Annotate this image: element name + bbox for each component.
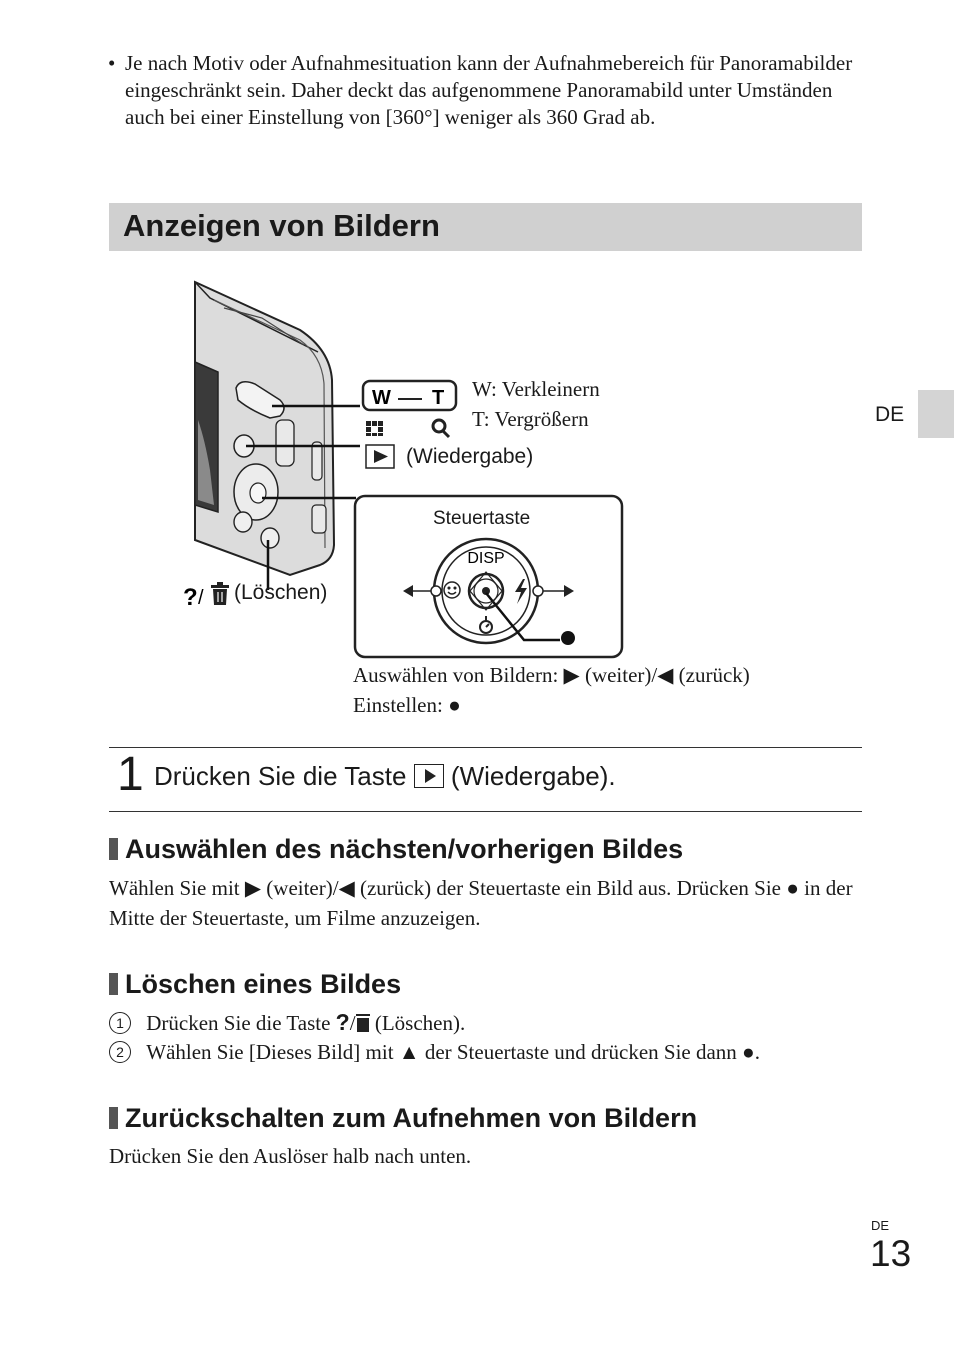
subhead-next-prev-text: Auswählen des nächsten/vorherigen Bildes [125, 834, 684, 864]
subhead-delete [109, 967, 401, 1001]
svg-text:/: / [198, 587, 204, 609]
back-to-shoot-body: Drücken Sie den Auslöser halb nach unten. [109, 1144, 472, 1168]
delete-item-2 [109, 1037, 760, 1067]
delete-item-1-before: Drücken Sie die Taste [146, 1011, 331, 1035]
trash-icon [356, 1014, 370, 1032]
delete-item-2-text: Wählen Sie [Dieses Bild] mit ▲ der Steuertaste und drücken Sie dann ●. [146, 1040, 760, 1064]
step-text [154, 759, 616, 793]
select-caption: Auswählen von Bildern: ▶ (weiter)/◀ (zurück) [353, 663, 750, 687]
subhead-back-to-shoot-text: Zurückschalten zum Aufnehmen von Bildern [125, 1103, 698, 1133]
delete-item-1 [109, 1007, 465, 1038]
svg-text:W: W [372, 387, 391, 409]
bullet-text: Je nach Motiv oder Aufnahmesituation kann der Aufnahmebereich für Panoramabilder eingeschränkt sein. Daher deckt das aufgenommene Panoramabild unter Umständen auch bei einer Einstellung von [360°] weniger als 360 Grad ab. [125, 51, 853, 129]
subhead-delete-text: Löschen eines Bildes [125, 969, 402, 999]
slash: / [349, 1011, 356, 1035]
help-icon: ? [335, 1009, 350, 1035]
zoom-t-label: T: Vergrößern [472, 407, 589, 431]
svg-text:DISP: DISP [467, 550, 505, 567]
zoom-w-label: W: Verkleinern [472, 377, 600, 401]
zoom-switch-icon [363, 381, 456, 410]
magnifier-icon [433, 420, 449, 437]
step-text-before: Drücken Sie die Taste [154, 761, 407, 791]
subhead-marker [109, 1107, 118, 1129]
language-tab: DE [875, 403, 905, 426]
playback-label: (Wiedergabe) [406, 445, 534, 468]
step-text-after: (Wiedergabe). [450, 761, 616, 791]
step-number: 1 [117, 748, 144, 801]
svg-text:T: T [432, 387, 445, 409]
bullet-marker: • [108, 51, 116, 75]
step-rule-top [109, 747, 862, 748]
camera-illustration [195, 282, 334, 575]
index-icon [366, 421, 383, 436]
step-rule-bottom [109, 811, 862, 812]
controller-title: Steuertaste [433, 508, 531, 529]
subhead-next-prev [109, 832, 683, 866]
delete-item-1-after: (Löschen). [374, 1011, 466, 1035]
help-trash-icon [183, 582, 229, 611]
set-caption: Einstellen: ● [353, 693, 461, 717]
section-title: Anzeigen von Bildern [123, 208, 440, 243]
next-prev-body: Wählen Sie mit ▶ (weiter)/◀ (zurück) der Steuertaste ein Bild aus. Drücken Sie ● in der Mitte der Steuertaste, um Filme anzuzeigen. [109, 876, 853, 930]
svg-text:?: ? [183, 584, 198, 611]
subhead-marker [109, 838, 118, 860]
playback-icon [366, 445, 394, 468]
playback-icon [414, 764, 444, 788]
item-number: 2 [109, 1041, 131, 1063]
subhead-marker [109, 973, 118, 995]
item-number: 1 [109, 1012, 131, 1034]
page-language: DE [871, 1218, 890, 1233]
page-number: 13 [870, 1233, 912, 1274]
subhead-back-to-shoot [109, 1101, 697, 1135]
delete-label: (Löschen) [234, 581, 328, 604]
